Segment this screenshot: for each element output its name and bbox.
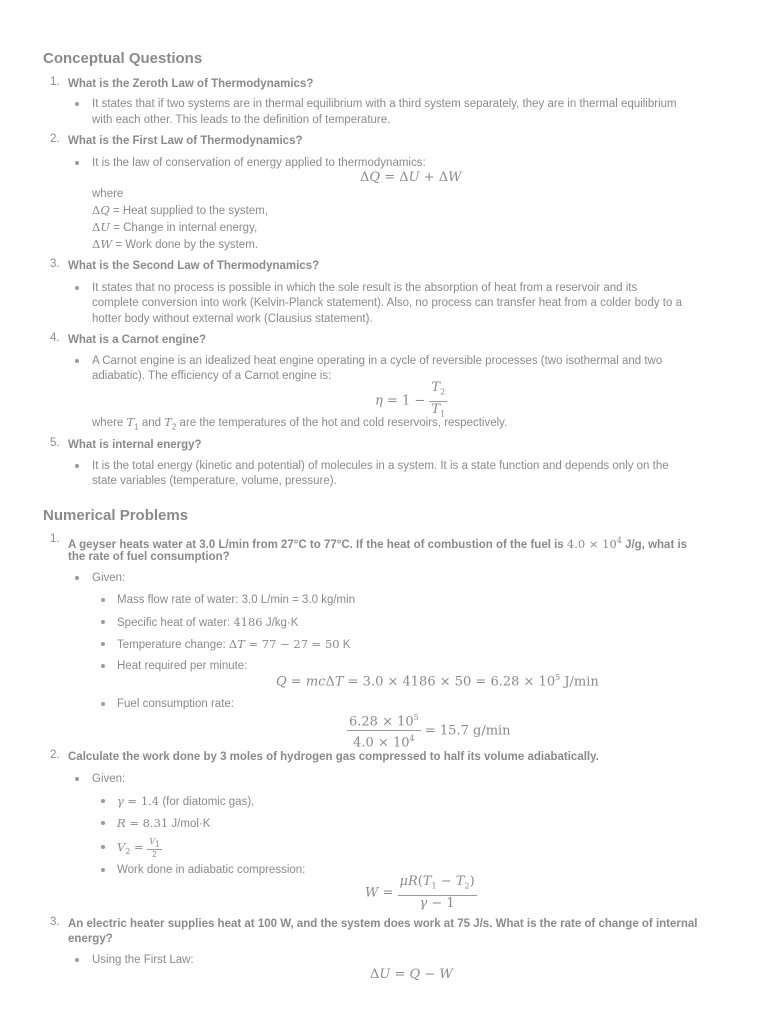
answer-5-line-1: It is the total energy (kinetic and potential) of molecules in a system. It is a state function and depends only on the: [92, 460, 669, 472]
answer-4-line-2: adiabatic). The efficiency of a Carnot engine is:: [92, 370, 332, 382]
heat-required-equation: $Q = mc\Delta T = 3.0 \times 4186 \times 50 = 6.28 \times 10^5$ J/min: [276, 673, 599, 690]
given-specific-heat: Specific heat of water: 4186 J/kg·K: [117, 615, 299, 629]
problem-1-line-1: A geyser heats water at 3.0 L/min from 27°C to 77°C. If the heat of combustion of the fuel is $4.0 \times 10^4$ J/g, what is: [68, 536, 688, 551]
given-gamma: γ = 1.4 (for diatomic gas),: [117, 794, 255, 808]
bullet: [101, 799, 105, 803]
definition-work: ΔW = Work done by the system.: [92, 237, 258, 251]
bullet: [101, 845, 105, 849]
question-1: What is the Zeroth Law of Thermodynamics?: [68, 78, 314, 90]
question-number: 5.: [50, 437, 60, 449]
heat-required-label: Heat required per minute:: [117, 660, 248, 672]
question-3: What is the Second Law of Thermodynamics?: [68, 260, 320, 272]
adiabatic-work-equation: W = $\frac{\mu R(T_1 - T_2)}{\gamma - 1}$: [365, 874, 475, 911]
carnot-efficiency-equation: η = 1 − $\frac{T_2}{T_1}$: [375, 380, 446, 419]
problem-number: 3.: [50, 916, 60, 928]
bullet: [101, 664, 105, 668]
where-label: where: [92, 188, 124, 200]
answer-5-line-2: state variables (temperature, volume, pressure).: [92, 475, 337, 487]
bullet: [101, 821, 105, 825]
question-number: 4.: [50, 332, 60, 344]
problem-number: 1.: [50, 533, 60, 545]
problem-3-line-1: An electric heater supplies heat at 100 W, and the system does work at 75 J/s. What is the rate of change of internal: [68, 918, 698, 930]
section-heading-numerical: Numerical Problems: [43, 507, 189, 524]
question-4: What is a Carnot engine?: [68, 334, 207, 346]
answer-2: It is the law of conservation of energy applied to thermodynamics:: [92, 157, 426, 169]
question-2: What is the First Law of Thermodynamics?: [68, 135, 303, 147]
answer-1-line-1: It states that if two systems are in thermal equilibrium with a third system separately, they are in thermal equilibrium: [92, 98, 677, 110]
problem-number: 2.: [50, 749, 60, 761]
question-number: 2.: [50, 133, 60, 145]
problem-1-line-2: the rate of fuel consumption?: [68, 551, 230, 563]
given-temperature-change: Temperature change: ΔT = 77 − 27 = 50 K: [117, 637, 351, 651]
carnot-where: where $T_1$ and $T_2$ are the temperatures of the hot and cold reservoirs, respectively.: [92, 415, 508, 432]
work-label: Work done in adiabatic compression:: [117, 864, 306, 876]
question-5: What is internal energy?: [68, 439, 202, 451]
question-number: 1.: [50, 76, 60, 88]
fuel-rate-label: Fuel consumption rate:: [117, 698, 234, 710]
bullet: [75, 958, 79, 962]
bullet: [75, 102, 79, 106]
internal-energy-equation: ΔU = Q − W: [370, 967, 453, 982]
answer-4-line-1: A Carnot engine is an idealized heat engine operating in a cycle of reversible processes (two isothermal and two: [92, 355, 663, 367]
definition-internal-energy: ΔU = Change in internal energy,: [92, 220, 258, 234]
given-label: Given:: [92, 572, 126, 584]
first-law-label: Using the First Law:: [92, 954, 194, 966]
given-gas-constant: R = 8.31 J/mol·K: [117, 816, 211, 830]
bullet: [101, 642, 105, 646]
fuel-rate-equation: $\frac{6.28 \times 10^5}{4.0 \times 10^4}$ = 15.7 g/min: [347, 710, 511, 752]
bullet: [101, 702, 105, 706]
bullet: [101, 598, 105, 602]
bullet: [75, 359, 79, 363]
answer-3-line-3: hotter body without external work (Clausius statement).: [92, 313, 373, 325]
first-law-equation: ΔQ = ΔU + ΔW: [360, 170, 462, 185]
definition-heat: ΔQ = Heat supplied to the system,: [92, 203, 268, 217]
bullet: [75, 576, 79, 580]
problem-2: Calculate the work done by 3 moles of hydrogen gas compressed to half its volume adiabatically.: [68, 751, 599, 763]
problem-3-line-2: energy?: [68, 933, 113, 945]
section-heading-conceptual: Conceptual Questions: [43, 50, 203, 67]
question-number: 3.: [50, 258, 60, 270]
bullet: [75, 464, 79, 468]
bullet: [75, 286, 79, 290]
given-mass-flow: Mass flow rate of water: 3.0 L/min = 3.0 kg/min: [117, 594, 356, 606]
answer-3-line-1: It states that no process is possible in which the sole result is the absorption of heat from a reservoir and its: [92, 282, 638, 294]
given-final-volume: $V_2$ = $\frac{V_1}{2}$: [117, 837, 160, 859]
bullet: [101, 868, 105, 872]
bullet: [101, 620, 105, 624]
answer-1-line-2: with each other. This leads to the definition of temperature.: [92, 114, 391, 126]
answer-3-line-2: complete conversion into work (Kelvin-Planck statement). Also, no process can transfer heat from a colder body to a: [92, 297, 682, 309]
bullet: [75, 777, 79, 781]
given-label: Given:: [92, 773, 126, 785]
bullet: [75, 161, 79, 165]
